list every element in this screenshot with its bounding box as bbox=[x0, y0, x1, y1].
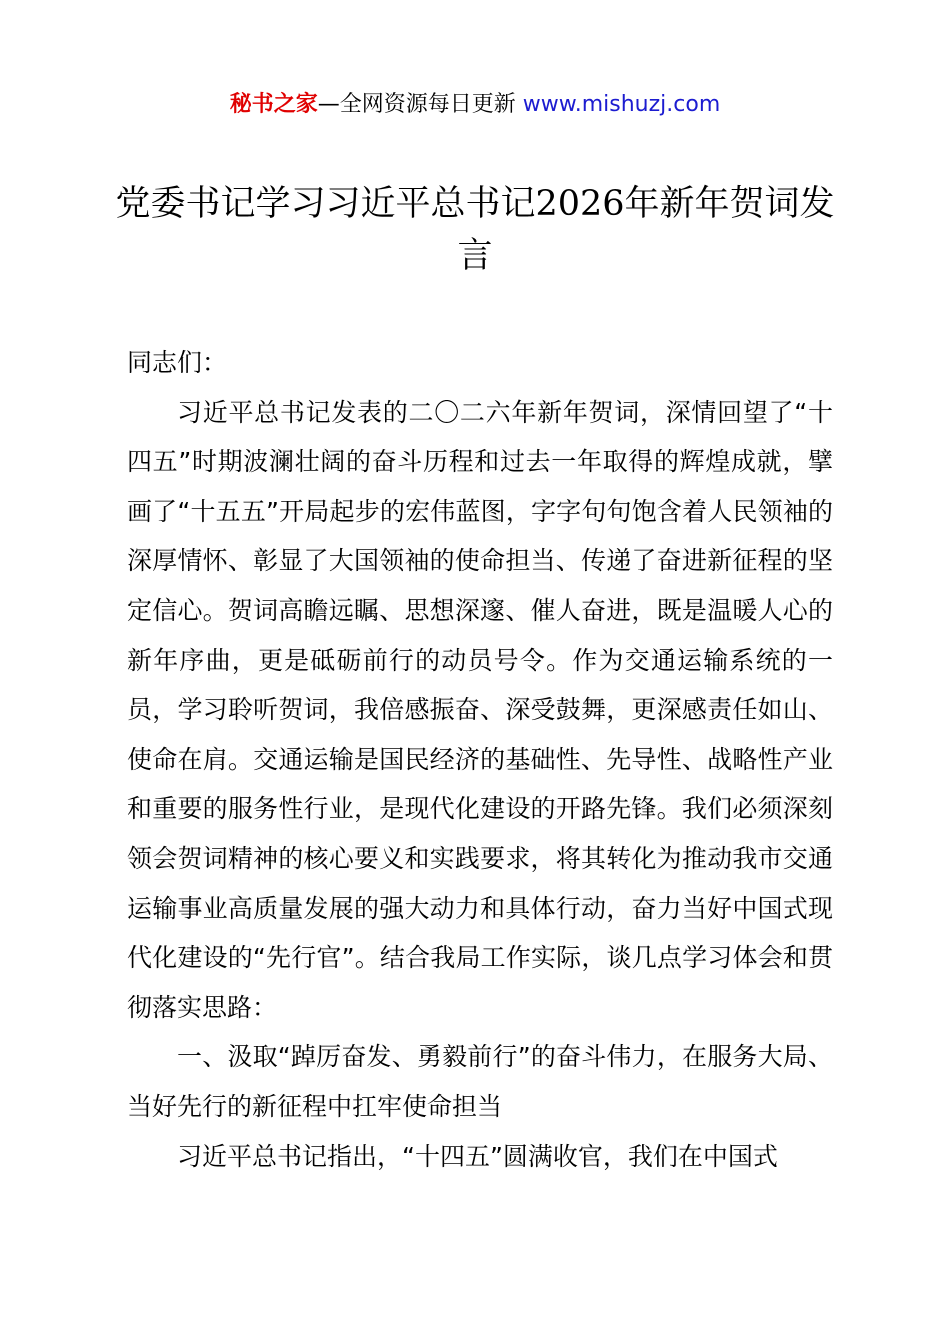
site-header bbox=[0, 88, 950, 122]
header-tagline: —全网资源每日更新 bbox=[317, 92, 523, 117]
document-title: 党委书记学习习近平总书记2026年新年贺词发言 bbox=[115, 184, 835, 276]
paragraph-continued: 习近平总书记指出，“十四五”圆满收官，我们在中国式 bbox=[177, 1141, 778, 1171]
paragraph: 习近平总书记发表的二〇二六年新年贺词，深情回望了“十四五”时期波澜壮阔的奋斗历程和过去一年取得的辉煌成就，擘画了“十五五”开局起步的宏伟蓝图，字字句句饱含着人民领袖的深厚情怀、彰显了大国领袖的使命担当、传递了奋进新征程的坚定信心。贺词高瞻远瞩、思想深邃、催人奋进，既是温暖人心的新年序曲，更是砥砺前行的动员号令。作为交通运输系统的一员，学习聆听贺词，我倍感振奋、深受鼓舞，更深感责任如山、使命在肩。交通运输是国民经济的基础性、先导性、战略性产业和重要的服务性行业，是现代化建设的开路先锋。我们必须深刻领会贺词精神的核心要义和实践要求，将其转化为推动我市交通运输事业高质量发展的强大动力和具体行动，奋力当好中国式现代化建设的“先行官”。结合我局工作实际，谈几点学习体会和贯彻落实思路： bbox=[127, 397, 833, 1022]
brand-name: 秘书之家 bbox=[229, 92, 318, 117]
salutation: 同志们： bbox=[127, 348, 228, 377]
section-heading: 一、汲取“踔厉奋发、勇毅前行”的奋斗伟力，在服务大局、当好先行的新征程中扛牢使命担当 bbox=[127, 1042, 833, 1121]
document-body bbox=[127, 338, 833, 1181]
site-url-link[interactable]: www.mishuzj.com bbox=[522, 92, 721, 117]
